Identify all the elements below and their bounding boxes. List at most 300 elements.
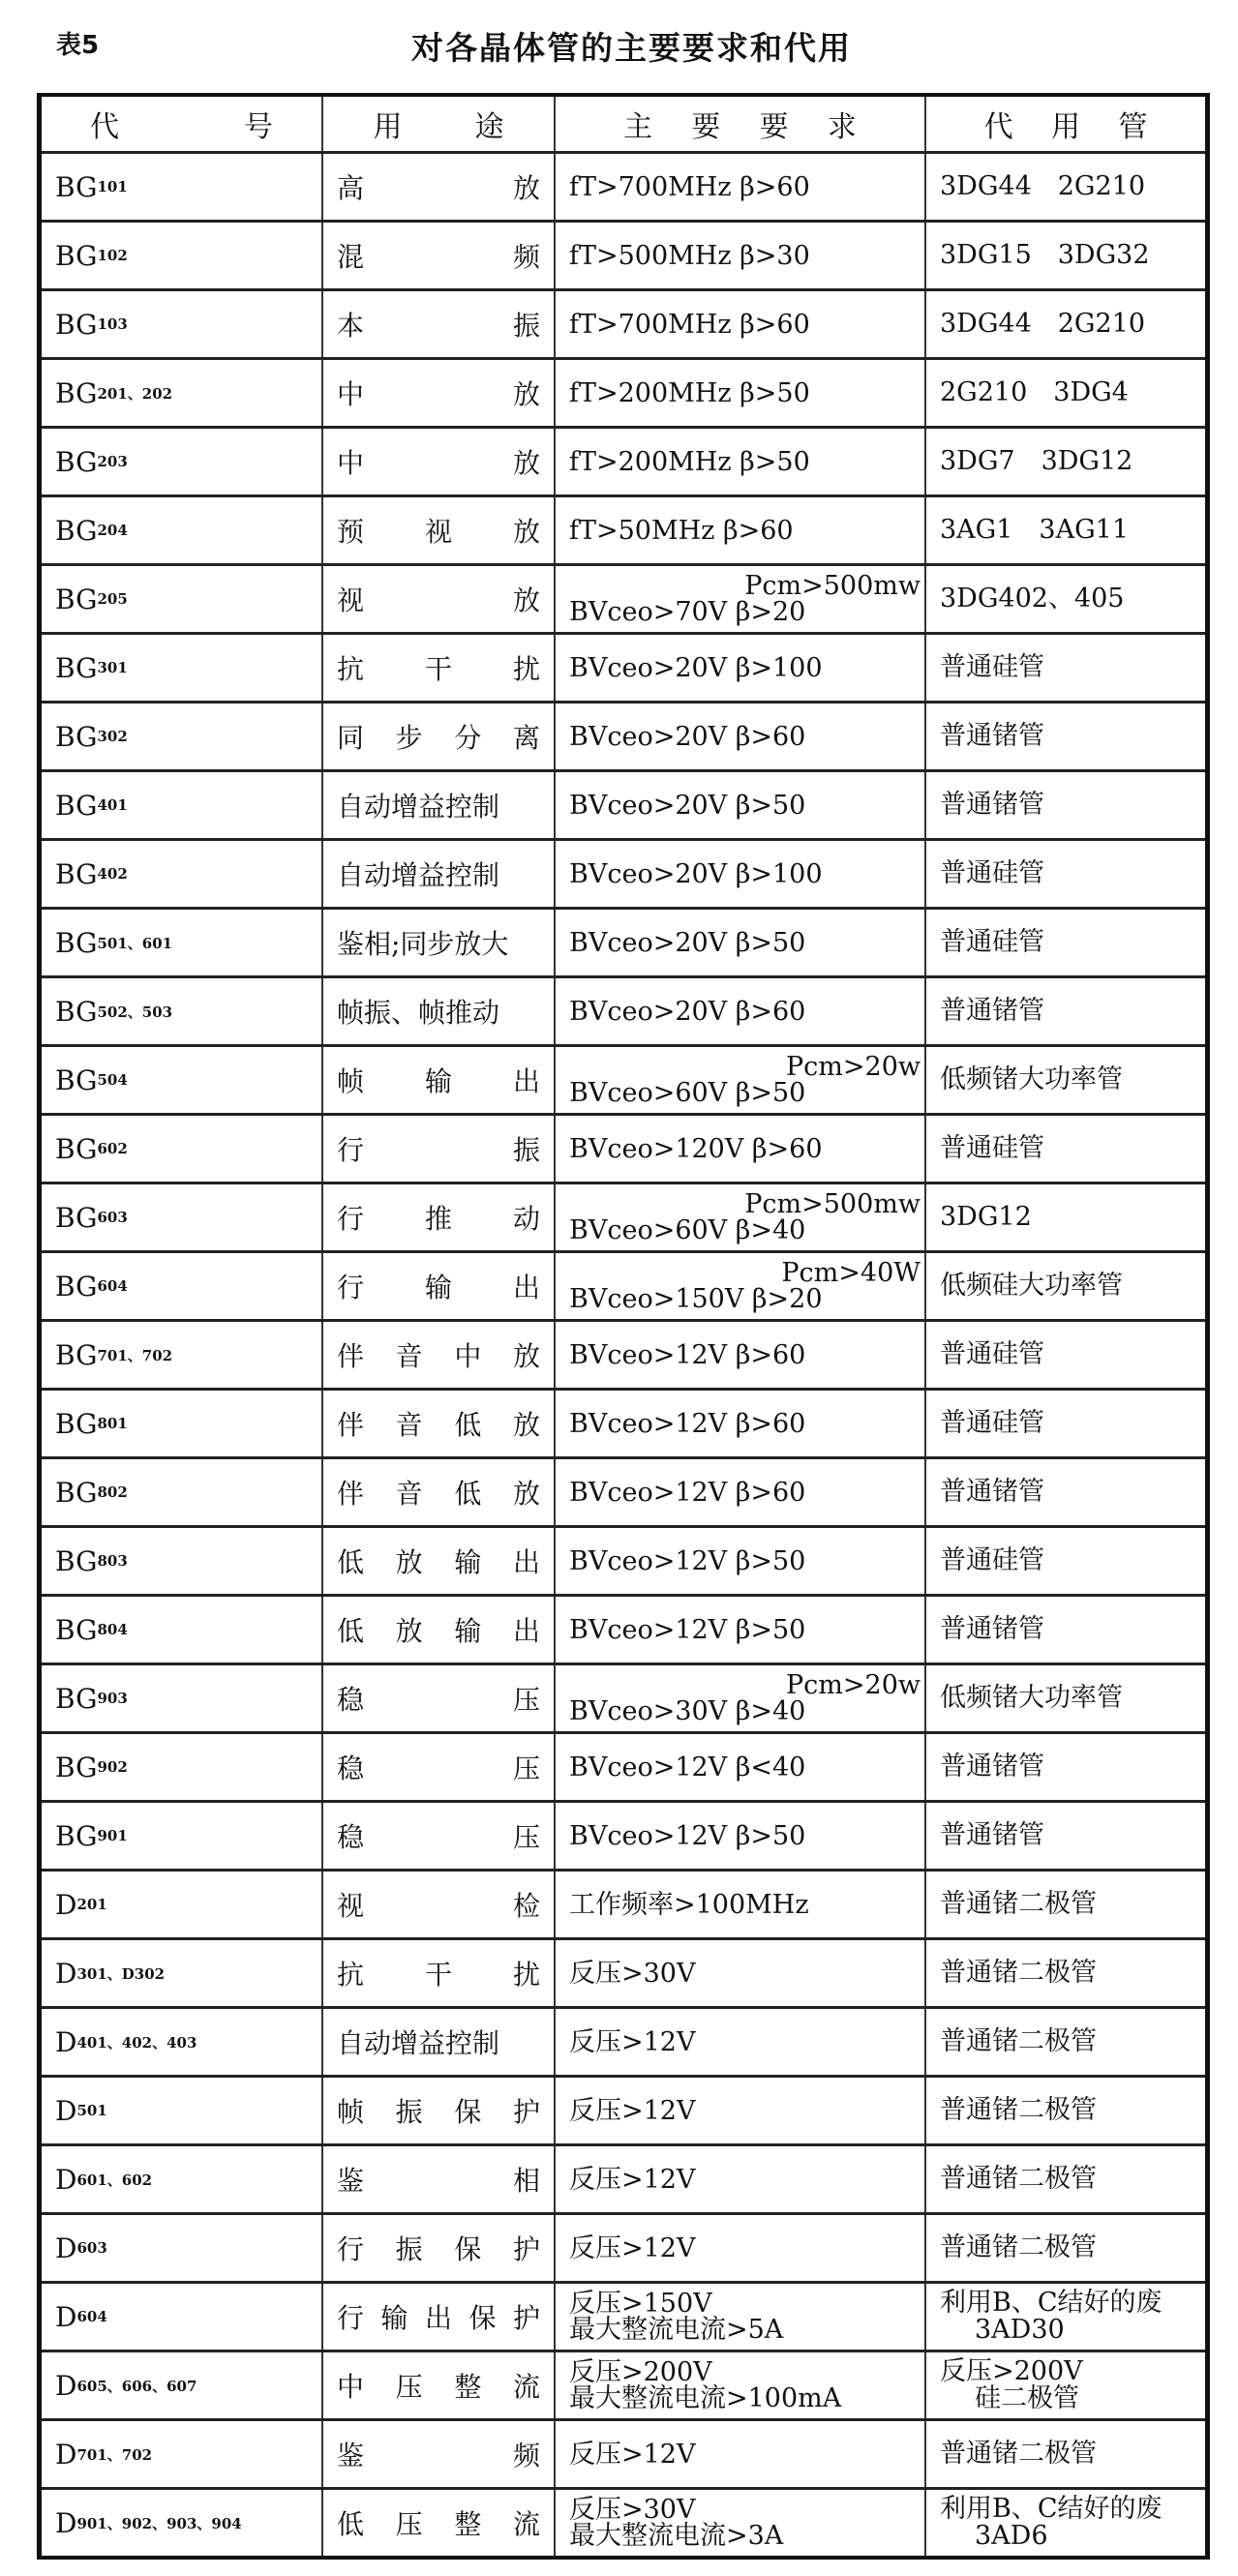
requirement-cell xyxy=(554,1322,924,1388)
table-row xyxy=(42,1250,1205,1319)
code-prefix: BG xyxy=(55,1476,98,1509)
table-row xyxy=(42,357,1205,426)
code-subscript: 603 xyxy=(97,1209,128,1226)
requirement-text: BVceo>60V β>50 xyxy=(569,1078,806,1108)
table-row xyxy=(42,563,1205,632)
use-text: 音 xyxy=(395,1340,423,1372)
use-text: 中 xyxy=(337,378,365,410)
code-cell xyxy=(42,841,321,907)
replacement-cell xyxy=(924,2284,1205,2350)
use-text: 帧振、帧推动 xyxy=(337,997,500,1029)
code-cell xyxy=(42,291,321,357)
replacement-cell xyxy=(924,2146,1205,2212)
table-row xyxy=(42,1113,1205,1182)
header-char: 号 xyxy=(244,110,273,144)
use-cell xyxy=(321,1459,554,1525)
requirement-power: Pcm>500mw xyxy=(744,1189,921,1219)
replacement-text: 普通锗管 xyxy=(940,1476,1044,1507)
requirement-power: Pcm>500mw xyxy=(744,571,921,601)
header-char: 求 xyxy=(827,110,857,144)
use-text: 预 xyxy=(337,516,365,548)
code-subscript: 701、702 xyxy=(97,1346,173,1364)
replacement-cell xyxy=(924,2490,1205,2556)
code-prefix: BG xyxy=(55,651,98,684)
code-subscript: 605、606、607 xyxy=(76,2377,197,2395)
use-text: 出 xyxy=(512,1615,540,1647)
use-text: 输 xyxy=(454,1546,482,1578)
use-text: 输 xyxy=(380,2302,408,2334)
replacement-cell xyxy=(924,841,1205,907)
requirement-cell xyxy=(554,1665,924,1731)
code-subscript: 401、402、403 xyxy=(76,2033,197,2052)
use-cell xyxy=(321,1597,554,1662)
requirement-text: BVceo>120V β>60 xyxy=(569,1133,823,1164)
replacement-cell xyxy=(924,1665,1205,1731)
use-cell xyxy=(321,1803,554,1869)
replacement-cell xyxy=(924,566,1205,632)
code-cell xyxy=(42,1940,321,2006)
code-cell xyxy=(42,1872,321,1937)
requirement-cell xyxy=(554,1803,924,1869)
code-subscript: 901 xyxy=(97,1827,128,1844)
use-cell xyxy=(321,978,554,1044)
use-cell xyxy=(321,635,554,701)
use-text: 高 xyxy=(337,172,365,204)
code-cell xyxy=(42,635,321,701)
replacement-text: 反压>200V xyxy=(940,2355,1083,2386)
replacement-text: 普通硅管 xyxy=(940,1544,1044,1575)
replacement-cell xyxy=(924,978,1205,1044)
requirement-text: BVceo>60V β>40 xyxy=(569,1215,806,1245)
use-cell xyxy=(321,1322,554,1388)
header-char: 代 xyxy=(90,110,119,144)
requirement-cell xyxy=(554,978,924,1044)
replacement-text: 普通锗二极管 xyxy=(940,1888,1097,1919)
use-text: 自动增益控制 xyxy=(337,2027,500,2059)
header-requirements xyxy=(554,97,924,151)
code-cell xyxy=(42,566,321,632)
table-row xyxy=(42,494,1205,563)
replacement-text: 普通锗二极管 xyxy=(940,2094,1097,2125)
transistor-requirements-table xyxy=(37,93,1210,2560)
use-text: 帧 xyxy=(337,1065,365,1097)
use-text: 输 xyxy=(454,1615,482,1647)
replacement-text: 普通锗管 xyxy=(940,995,1044,1026)
code-cell xyxy=(42,1047,321,1113)
requirement-cell xyxy=(554,429,924,494)
use-text: 中 xyxy=(337,2371,365,2403)
use-cell xyxy=(321,2146,554,2212)
use-text: 护 xyxy=(512,2302,540,2334)
use-text: 低 xyxy=(337,2508,365,2540)
requirement-text: BVceo>150V β>20 xyxy=(569,1284,823,1314)
use-cell xyxy=(321,2009,554,2075)
header-char: 用 xyxy=(373,110,403,144)
use-text: 自动增益控制 xyxy=(337,859,500,891)
use-text: 低 xyxy=(454,1409,482,1441)
table-row xyxy=(42,632,1205,701)
use-text: 整 xyxy=(454,2508,482,2540)
code-subscript: 602 xyxy=(97,1140,128,1157)
use-cell xyxy=(321,2352,554,2418)
table-row xyxy=(42,907,1205,975)
use-text: 离 xyxy=(512,722,540,754)
replacement-text: 普通锗二极管 xyxy=(940,2232,1097,2262)
table-row xyxy=(42,1937,1205,2006)
code-subscript: 501 xyxy=(76,2102,107,2119)
requirement-text: fT>500MHz β>30 xyxy=(569,240,810,271)
table-row xyxy=(42,1182,1205,1250)
use-text: 出 xyxy=(512,1546,540,1578)
requirement-text: 最大整流电流>3A xyxy=(569,2521,784,2551)
code-cell xyxy=(42,772,321,838)
replacement-text: 硅二极管 xyxy=(975,2383,1079,2413)
code-subscript: 204 xyxy=(97,522,128,539)
table-row xyxy=(42,701,1205,769)
use-text: 放 xyxy=(395,1615,423,1647)
code-prefix: BG xyxy=(55,376,98,409)
replacement-text: 普通锗二极管 xyxy=(940,2025,1097,2056)
code-subscript: 401 xyxy=(97,796,128,814)
header-char: 要 xyxy=(691,110,721,144)
code-subscript: 501、601 xyxy=(97,934,173,952)
replacement-cell xyxy=(924,1597,1205,1662)
table-row xyxy=(42,2350,1205,2418)
code-prefix: D xyxy=(55,2025,77,2058)
replacement-cell xyxy=(924,1184,1205,1250)
requirement-text: 反压>12V xyxy=(569,2232,696,2263)
requirement-cell xyxy=(554,1253,924,1319)
replacement-cell xyxy=(924,429,1205,494)
use-text: 放 xyxy=(512,172,540,204)
code-subscript: 101 xyxy=(97,178,128,195)
use-text: 低 xyxy=(337,1615,365,1647)
table-row xyxy=(42,1525,1205,1594)
code-prefix: D xyxy=(55,2300,77,2333)
code-subscript: 802 xyxy=(97,1483,128,1501)
code-subscript: 402 xyxy=(97,865,128,883)
table-row xyxy=(42,769,1205,838)
use-cell xyxy=(321,2284,554,2350)
code-subscript: 103 xyxy=(97,315,128,333)
code-cell xyxy=(42,1597,321,1662)
use-text: 放 xyxy=(512,1409,540,1441)
use-text: 稳 xyxy=(337,1821,365,1853)
requirement-text: fT>700MHz β>60 xyxy=(569,309,810,340)
table-body xyxy=(42,151,1205,2556)
replacement-cell xyxy=(924,1116,1205,1182)
requirement-text: BVceo>12V β>50 xyxy=(569,1820,806,1851)
use-cell xyxy=(321,566,554,632)
use-cell xyxy=(321,1391,554,1456)
replacement-text: 普通硅管 xyxy=(940,1407,1044,1438)
requirement-text: 最大整流电流>100mA xyxy=(569,2383,842,2413)
requirement-power: Pcm>20w xyxy=(786,1670,921,1700)
replacement-cell xyxy=(924,497,1205,563)
table-row xyxy=(42,2212,1205,2281)
code-cell xyxy=(42,2352,321,2418)
use-cell xyxy=(321,841,554,907)
table-number: 表5 xyxy=(56,31,100,60)
replacement-cell xyxy=(924,1528,1205,1594)
code-cell xyxy=(42,2215,321,2281)
replacement-text: 普通锗二极管 xyxy=(940,1957,1097,1988)
use-cell xyxy=(321,2490,554,2556)
code-prefix: D xyxy=(55,2506,77,2539)
replacement-text: 3AD6 xyxy=(975,2521,1048,2551)
requirement-text: 反压>12V xyxy=(569,2164,696,2195)
requirement-cell xyxy=(554,1734,924,1800)
use-text: 放 xyxy=(512,516,540,548)
table-row xyxy=(42,288,1205,357)
code-cell xyxy=(42,2146,321,2212)
requirement-cell xyxy=(554,841,924,907)
use-text: 伴 xyxy=(337,1340,365,1372)
table-row xyxy=(42,1731,1205,1800)
code-cell xyxy=(42,1528,321,1594)
use-text: 帧 xyxy=(337,2096,365,2128)
requirement-text: 反压>150V xyxy=(569,2289,712,2319)
use-cell xyxy=(321,1047,554,1113)
code-prefix: BG xyxy=(55,1338,98,1371)
replacement-cell xyxy=(924,1734,1205,1800)
code-cell xyxy=(42,2490,321,2556)
code-prefix: BG xyxy=(55,857,98,890)
use-text: 行 xyxy=(337,1134,365,1166)
use-text: 同 xyxy=(337,722,365,754)
requirement-text: BVceo>20V β>50 xyxy=(569,927,806,958)
code-cell xyxy=(42,704,321,769)
table-row xyxy=(42,2006,1205,2075)
use-text: 整 xyxy=(454,2371,482,2403)
replacement-cell xyxy=(924,1391,1205,1456)
table-row xyxy=(42,1662,1205,1731)
header-char: 途 xyxy=(474,110,504,144)
code-cell xyxy=(42,1803,321,1869)
code-cell xyxy=(42,1184,321,1250)
use-text: 输 xyxy=(424,1065,452,1097)
requirement-cell xyxy=(554,1597,924,1662)
replacement-text: 低频锗大功率管 xyxy=(940,1063,1123,1094)
code-subscript: 301、D302 xyxy=(76,1964,166,1983)
use-text: 本 xyxy=(337,310,365,342)
use-text: 放 xyxy=(395,1546,423,1578)
requirement-cell xyxy=(554,1391,924,1456)
code-cell xyxy=(42,2009,321,2075)
replacement-cell xyxy=(924,1803,1205,1869)
use-cell xyxy=(321,1253,554,1319)
use-text: 中 xyxy=(454,1340,482,1372)
replacement-cell xyxy=(924,704,1205,769)
requirement-text: 反压>200V xyxy=(569,2357,712,2387)
requirement-power: Pcm>40W xyxy=(781,1258,921,1288)
requirement-cell xyxy=(554,566,924,632)
use-text: 低 xyxy=(337,1546,365,1578)
replacement-text: 3DG12 xyxy=(940,1201,1032,1232)
requirement-cell xyxy=(554,1528,924,1594)
use-text: 行 xyxy=(337,1203,365,1235)
replacement-cell xyxy=(924,291,1205,357)
replacement-cell xyxy=(924,2421,1205,2487)
table-row xyxy=(42,2075,1205,2143)
replacement-cell xyxy=(924,772,1205,838)
code-subscript: 604 xyxy=(97,1277,128,1295)
use-text: 护 xyxy=(512,2233,540,2265)
use-cell xyxy=(321,1734,554,1800)
header-char: 主 xyxy=(623,110,653,144)
use-text: 保 xyxy=(468,2302,497,2334)
use-text: 低 xyxy=(454,1478,482,1510)
code-prefix: BG xyxy=(55,1682,98,1715)
replacement-text: 3AG1 3AG11 xyxy=(940,514,1130,545)
use-text: 稳 xyxy=(337,1684,365,1716)
requirement-text: BVceo>12V β>60 xyxy=(569,1408,806,1439)
code-subscript: 201 xyxy=(76,1896,107,1913)
use-text: 频 xyxy=(512,241,540,273)
use-cell xyxy=(321,291,554,357)
replacement-text: 利用B、C结好的废 xyxy=(940,2493,1163,2524)
code-prefix: BG xyxy=(55,445,98,478)
requirement-cell xyxy=(554,497,924,563)
code-prefix: D xyxy=(55,1888,77,1921)
replacement-cell xyxy=(924,635,1205,701)
use-text: 行 xyxy=(337,2233,365,2265)
code-cell xyxy=(42,1322,321,1388)
code-prefix: BG xyxy=(55,239,98,272)
requirement-cell xyxy=(554,154,924,220)
use-text: 推 xyxy=(424,1203,452,1235)
requirement-cell xyxy=(554,1116,924,1182)
header-code xyxy=(42,97,321,151)
replacement-cell xyxy=(924,1872,1205,1937)
code-cell xyxy=(42,2284,321,2350)
code-prefix: D xyxy=(55,2438,77,2471)
code-cell xyxy=(42,1391,321,1456)
use-cell xyxy=(321,2215,554,2281)
requirement-cell xyxy=(554,1872,924,1937)
use-text: 出 xyxy=(424,2302,452,2334)
replacement-cell xyxy=(924,2009,1205,2075)
code-cell xyxy=(42,1116,321,1182)
table-row xyxy=(42,2418,1205,2487)
code-subscript: 203 xyxy=(97,453,128,470)
replacement-text: 普通锗管 xyxy=(940,789,1044,820)
replacement-text: 普通硅管 xyxy=(940,1132,1044,1163)
replacement-cell xyxy=(924,1322,1205,1388)
code-prefix: BG xyxy=(55,1201,98,1234)
use-text: 动 xyxy=(512,1203,540,1235)
use-text: 扰 xyxy=(512,653,540,685)
requirement-text: 反压>30V xyxy=(569,2495,696,2525)
requirement-text: fT>200MHz β>50 xyxy=(569,377,810,408)
use-text: 视 xyxy=(337,584,365,616)
use-text: 压 xyxy=(512,1684,540,1716)
requirement-cell xyxy=(554,2352,924,2418)
requirement-cell xyxy=(554,360,924,426)
replacement-cell xyxy=(924,1940,1205,2006)
use-cell xyxy=(321,1184,554,1250)
use-text: 扰 xyxy=(512,1959,540,1991)
requirement-cell xyxy=(554,2009,924,2075)
replacement-text: 普通硅管 xyxy=(940,1338,1044,1369)
code-prefix: BG xyxy=(55,1819,98,1852)
use-cell xyxy=(321,360,554,426)
code-cell xyxy=(42,497,321,563)
use-text: 自动增益控制 xyxy=(337,791,500,823)
replacement-text: 低频硅大功率管 xyxy=(940,1270,1123,1301)
use-text: 稳 xyxy=(337,1752,365,1784)
use-text: 鉴相;同步放大 xyxy=(337,928,509,960)
code-prefix: BG xyxy=(55,1063,98,1096)
use-cell xyxy=(321,2421,554,2487)
header-char: 要 xyxy=(759,110,789,144)
code-prefix: BG xyxy=(55,1407,98,1440)
use-cell xyxy=(321,1528,554,1594)
requirement-cell xyxy=(554,1940,924,2006)
table-row xyxy=(42,1388,1205,1456)
requirement-text: 最大整流电流>5A xyxy=(569,2315,784,2345)
use-text: 行 xyxy=(337,2302,365,2334)
replacement-cell xyxy=(924,2215,1205,2281)
table-row xyxy=(42,838,1205,907)
use-text: 放 xyxy=(512,584,540,616)
requirement-text: 工作频率>100MHz xyxy=(569,1889,809,1920)
use-text: 干 xyxy=(424,653,452,685)
requirement-text: BVceo>12V β<40 xyxy=(569,1752,806,1782)
use-text: 步 xyxy=(395,722,423,754)
code-cell xyxy=(42,2078,321,2143)
use-text: 出 xyxy=(512,1272,540,1303)
replacement-text: 3DG15 3DG32 xyxy=(940,239,1150,270)
replacement-text: 3DG44 2G210 xyxy=(940,170,1146,201)
use-cell xyxy=(321,772,554,838)
use-cell xyxy=(321,497,554,563)
table-row xyxy=(42,220,1205,288)
header-use xyxy=(321,97,554,151)
requirement-text: BVceo>20V β>100 xyxy=(569,652,823,683)
table-row xyxy=(42,1456,1205,1525)
code-prefix: BG xyxy=(55,308,98,341)
use-text: 视 xyxy=(424,516,452,548)
requirement-cell xyxy=(554,2421,924,2487)
replacement-cell xyxy=(924,223,1205,288)
use-text: 伴 xyxy=(337,1478,365,1510)
requirement-text: BVceo>12V β>50 xyxy=(569,1545,806,1576)
use-text: 干 xyxy=(424,1959,452,1991)
code-cell xyxy=(42,1734,321,1800)
requirement-cell xyxy=(554,2215,924,2281)
requirement-cell xyxy=(554,1047,924,1113)
code-cell xyxy=(42,429,321,494)
requirement-text: 反压>30V xyxy=(569,1958,696,1989)
code-subscript: 102 xyxy=(97,247,128,264)
replacement-text: 普通硅管 xyxy=(940,926,1044,957)
code-cell xyxy=(42,1253,321,1319)
code-cell xyxy=(42,1665,321,1731)
replacement-text: 普通锗二极管 xyxy=(940,2163,1097,2194)
code-subscript: 701、702 xyxy=(76,2445,153,2464)
use-text: 输 xyxy=(424,1272,452,1303)
code-prefix: D xyxy=(55,2163,77,2196)
use-text: 音 xyxy=(395,1409,423,1441)
use-text: 放 xyxy=(512,1478,540,1510)
requirement-cell xyxy=(554,2146,924,2212)
use-text: 流 xyxy=(512,2508,540,2540)
requirement-cell xyxy=(554,635,924,701)
replacement-text: 3DG402、405 xyxy=(940,583,1125,614)
requirement-text: BVceo>12V β>50 xyxy=(569,1614,806,1645)
use-cell xyxy=(321,1665,554,1731)
